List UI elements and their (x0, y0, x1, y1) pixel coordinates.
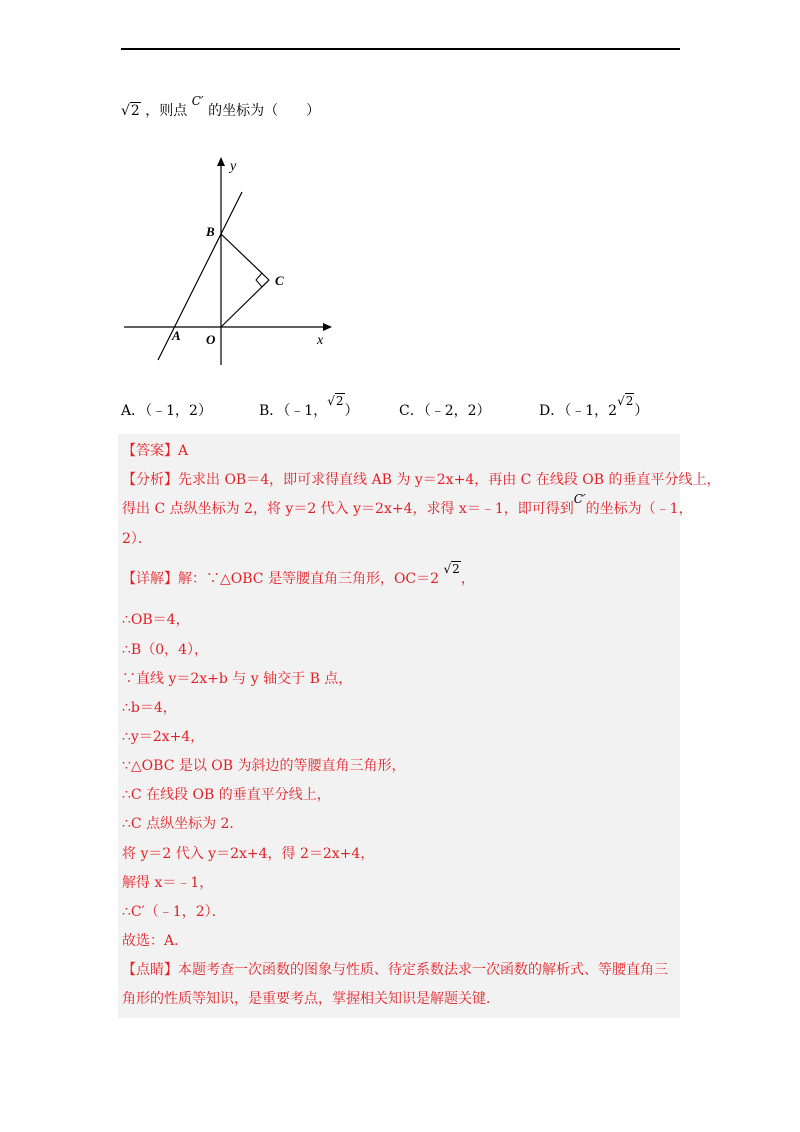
detail-step: 解得 x＝﹣1， (122, 875, 214, 891)
label-a: A (172, 328, 181, 343)
detail-step: ∴C 点纵坐标为 2． (122, 816, 244, 832)
coordinate-figure (120, 150, 340, 375)
option-d[interactable]: D．（﹣1，2√2） (539, 394, 649, 419)
stem-text: ，则点 (145, 103, 188, 119)
sqrt-symbol: √2 (443, 562, 460, 576)
detail-step: ∴b＝4， (122, 700, 177, 716)
point-c-prime: C′ (191, 94, 204, 108)
line-ab (158, 192, 242, 360)
stem-tail: 的坐标为（ ） (208, 103, 321, 119)
label-x: x (317, 333, 324, 348)
question-stem (121, 94, 321, 120)
label-y: y (230, 159, 237, 174)
option-b[interactable]: B．（﹣1，√2） (259, 394, 359, 419)
option-c[interactable]: C．（﹣2，2） (399, 403, 491, 419)
detail-step: ∴OB＝4， (122, 612, 190, 628)
option-a[interactable]: A．（﹣1，2） (121, 403, 212, 419)
figure-svg (120, 150, 340, 375)
analysis-line-3: 2）． (122, 531, 152, 547)
detail-step: ∵△OBC 是以 OB 为斜边的等腰直角三角形， (122, 758, 406, 774)
y-axis-arrow-icon (217, 157, 225, 166)
sqrt-symbol: √2 (121, 103, 140, 119)
detail-step: ∴C′（﹣1，2）． (122, 904, 226, 920)
solution-panel (118, 434, 721, 1018)
detail-line-1: 【详解】解：∵△OBC 是等腰直角三角形，OC＝2 √2， (122, 562, 475, 587)
detail-step: 故选：A． (122, 933, 189, 949)
label-o: O (206, 332, 216, 347)
x-axis-arrow-icon (323, 323, 332, 331)
detail-step: ∴B（0，4）， (122, 642, 209, 658)
comment-line-2: 角形的性质等知识，是重要考点，掌握相关知识是解题关键． (122, 991, 500, 1007)
label-b: B (206, 224, 215, 239)
header-rule (121, 48, 680, 50)
right-angle-mark (256, 273, 269, 287)
detail-step: ∴C 在线段 OB 的垂直平分线上， (122, 787, 331, 803)
label-c: C (275, 273, 284, 288)
analysis-line-1: 【分析】先求出 OB＝4，即可求得直线 AB 为 y＝2x+4，再由 C 在线段 OB 的垂直平分线上， (122, 472, 721, 488)
detail-step: ∴y＝2x+4， (122, 729, 205, 745)
sqrt-symbol: √2 (327, 394, 344, 408)
sqrt-symbol: √2 (617, 394, 634, 408)
detail-step: 将 y＝2 代入 y＝2x+4，得 2＝2x+4， (122, 846, 375, 862)
answer-line: 【答案】A (122, 443, 189, 459)
comment-line-1: 【点睛】本题考查一次函数的图象与性质、待定系数法求一次函数的解析式、等腰直角三 (122, 962, 668, 978)
detail-step: ∵直线 y＝2x+b 与 y 轴交于 B 点， (122, 671, 353, 687)
analysis-line-2: 得出 C 点纵坐标为 2，将 y＝2 代入 y＝2x+4，求得 x＝﹣1，即可得到C′的坐标为（﹣1， (122, 492, 693, 517)
